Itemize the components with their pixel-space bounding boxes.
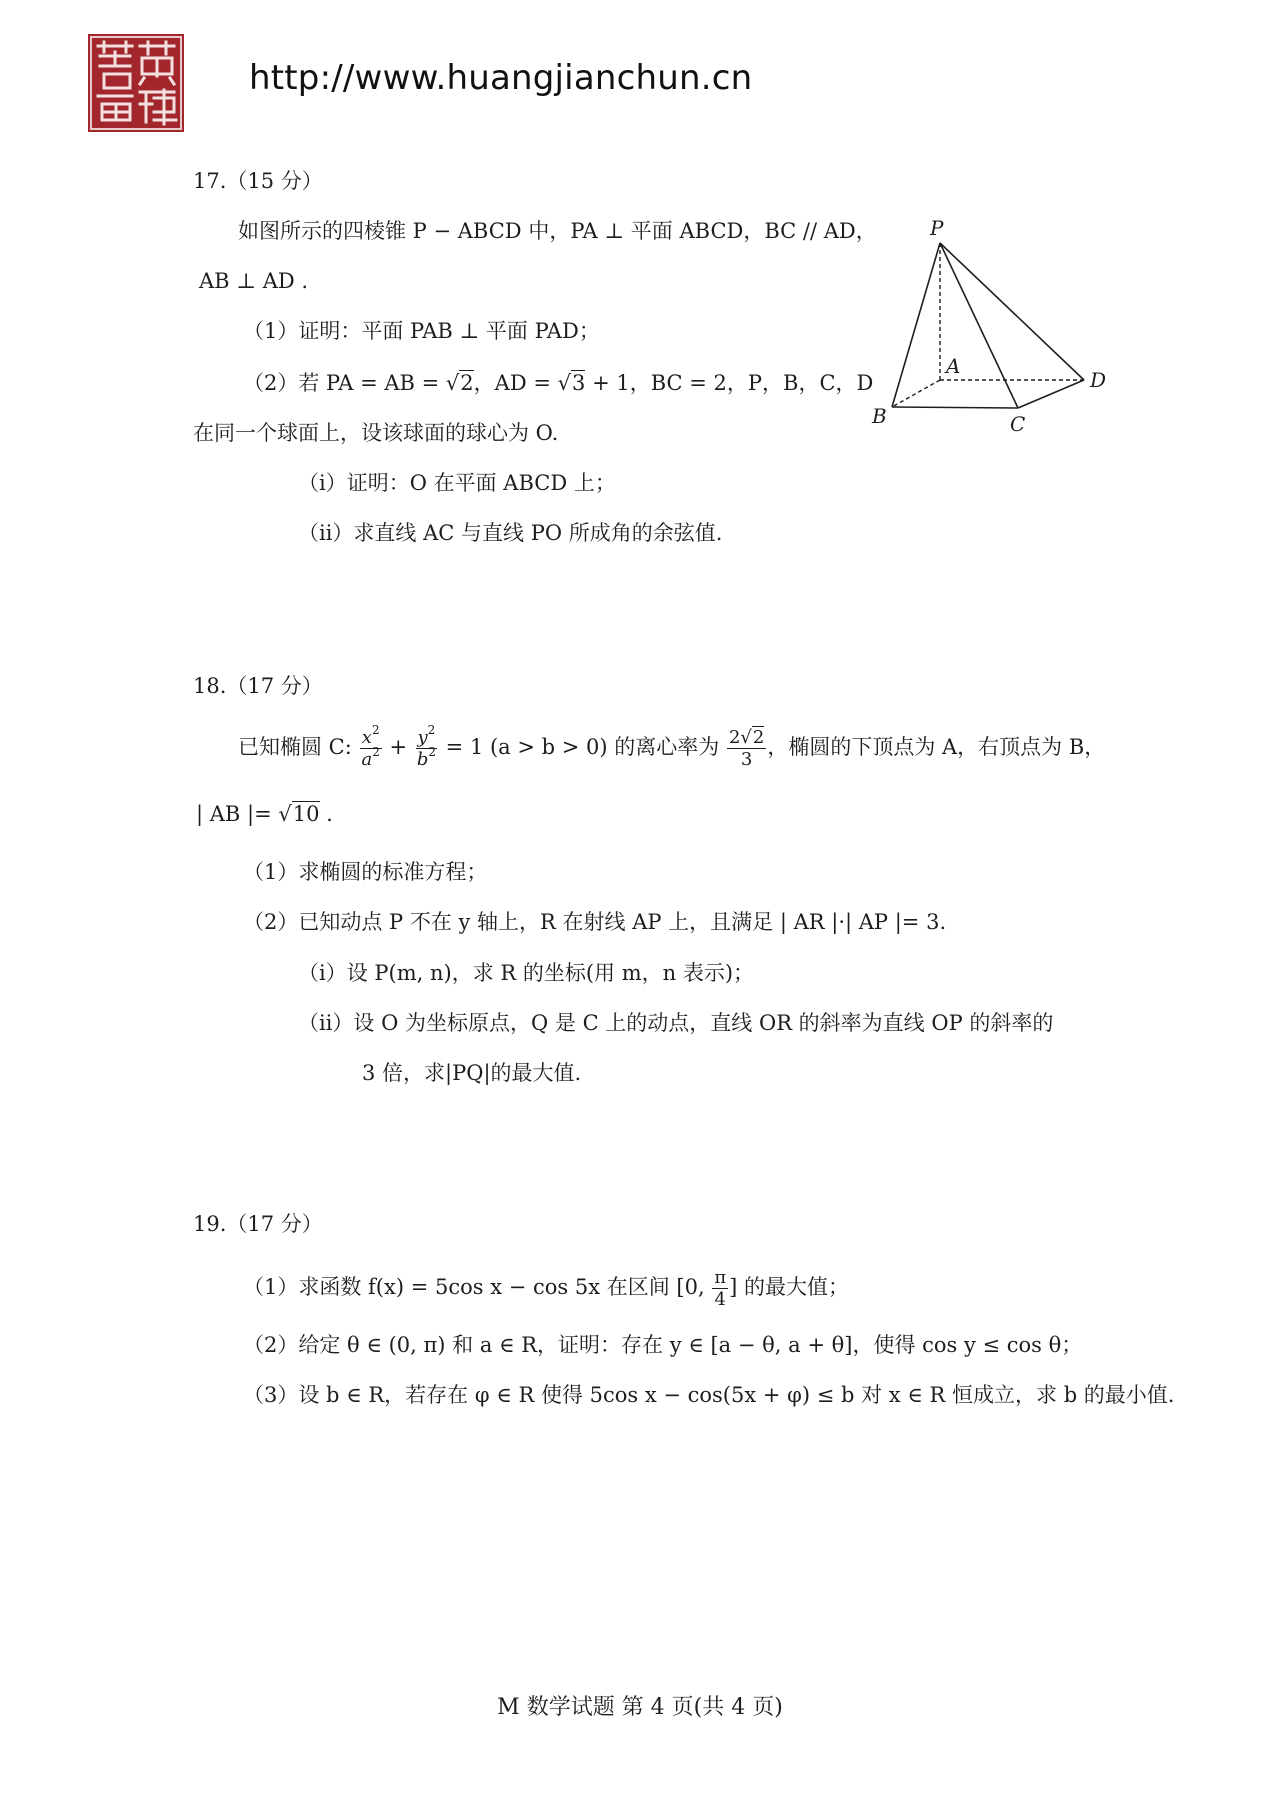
q17-part-2: （2）若 PA = AB = √2，AD = √3 + 1，BC = 2，P，B，C，D	[243, 371, 874, 395]
q17-part-2-cont: 在同一个球面上，设该球面的球心为 O.	[193, 421, 559, 445]
q17-stem: 如图所示的四棱锥 P − ABCD 中，PA ⊥ 平面 ABCD，BC // AD，	[238, 219, 877, 243]
edge-CD	[1018, 380, 1084, 408]
site-url: http://www.huangjianchun.cn	[249, 58, 753, 98]
edge-PD	[940, 243, 1084, 380]
edge-PC	[940, 243, 1018, 408]
q17-part-2-i: （ⅰ）证明：O 在平面 ABCD 上；	[298, 471, 616, 495]
pyramid-figure	[868, 215, 1118, 435]
q18-part-2-ii-cont: 3 倍，求|PQ|的最大值.	[362, 1061, 582, 1085]
q18-part-1: （1）求椭圆的标准方程；	[243, 860, 488, 884]
q18-part-2-ii: （ⅱ）设 O 为坐标原点，Q 是 C 上的动点，直线 OR 的斜率为直线 OP 的斜率的	[298, 1011, 1054, 1035]
q17-part-2-ii: （ⅱ）求直线 AC 与直线 PO 所成角的余弦值.	[298, 521, 723, 545]
label-B: B	[872, 404, 887, 428]
seal-logo	[88, 34, 184, 132]
q17-stem-cont: AB ⊥ AD .	[199, 269, 309, 293]
edge-BC	[892, 407, 1018, 408]
q18-ab-length: | AB |= √10 .	[196, 802, 333, 826]
q17-part-1: （1）证明：平面 PAB ⊥ 平面 PAD；	[243, 319, 600, 343]
edge-PB	[892, 243, 940, 407]
q18-part-2-i: （ⅰ）设 P(m, n)，求 R 的坐标(用 m，n 表示)；	[298, 961, 755, 985]
q19-part-1: （1）求函数 f(x) = 5cos x − cos 5x 在区间 [0, $\frac{\pi}{4}$ ] 的最大值；	[243, 1267, 850, 1310]
page-footer: M 数学试题 第 4 页(共 4 页)	[497, 1695, 783, 1720]
q18-title: 18.（17 分）	[193, 674, 323, 698]
q19-part-2: （2）给定 θ ∈ (0, π) 和 a ∈ R，证明：存在 y ∈ [a − θ, a + θ]，使得 cos y ≤ cos θ；	[243, 1333, 1083, 1357]
q18-part-2: （2）已知动点 P 不在 y 轴上，R 在射线 AP 上，且满足 | AR |·| AP |= 3.	[243, 910, 947, 934]
label-C: C	[1010, 412, 1026, 436]
q19-part-3: （3）设 b ∈ R，若存在 φ ∈ R 使得 5cos x − cos(5x + φ) ≤ b 对 x ∈ R 恒成立，求 b 的最小值.	[243, 1383, 1175, 1407]
label-D: D	[1090, 368, 1107, 392]
q18-stem: 已知椭圆 C: $\frac{x^2}{a^2}$ + $\frac{y^2}{b^2}$ = 1 (a > b > 0) 的离心率为 $\frac{2√2}{3}$ ，椭圆的下顶点为 A，右顶点为 B，	[238, 723, 1106, 770]
q19-title: 19.（17 分）	[193, 1212, 323, 1236]
q17-title: 17.（15 分）	[193, 169, 323, 193]
label-P: P	[930, 216, 944, 240]
label-A: A	[946, 354, 961, 378]
